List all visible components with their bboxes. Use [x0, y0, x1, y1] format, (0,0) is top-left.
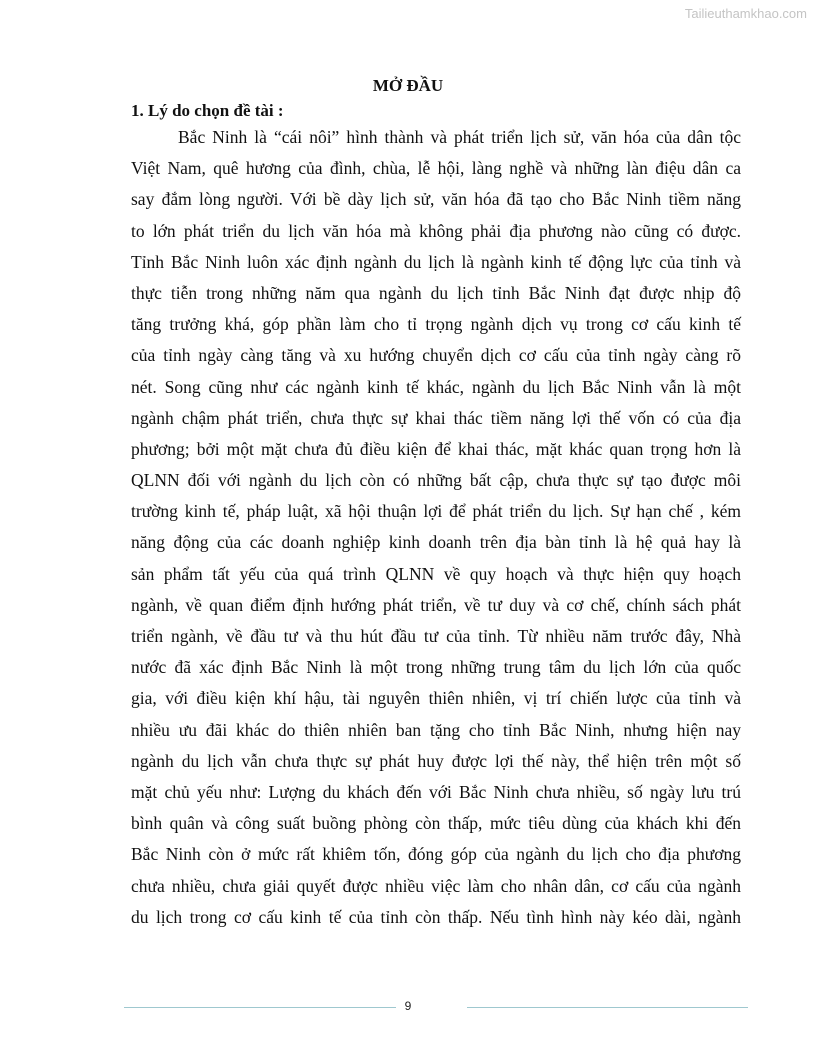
paragraph-line: tăng trưởng khá, góp phần làm cho tỉ trọng ngành dịch vụ trong cơ cấu kinh tế: [131, 314, 741, 335]
paragraph-line: trường kinh tế, pháp luật, xã hội thuận lợi để phát triển du lịch. Sự hạn chế , kém: [131, 501, 741, 522]
paragraph-line: của tỉnh ngày càng tăng và xu hướng chuyển dịch cơ cấu của tỉnh ngày càng rõ: [131, 345, 741, 366]
paragraph-line: mặt chủ yếu như: Lượng du khách đến với Bắc Ninh chưa nhiều, số ngày lưu trú: [131, 781, 741, 802]
paragraph-line: Bắc Ninh còn ở mức rất khiêm tốn, đóng góp của ngành du lịch cho địa phương: [131, 844, 741, 865]
paragraph-line: bình quân và công suất buồng phòng còn thấp, mức tiêu dùng của khách khi đến: [131, 813, 741, 834]
paragraph-line: Bắc Ninh là “cái nôi” hình thành và phát triển lịch sử, văn hóa của dân tộc: [178, 127, 741, 147]
paragraph-line: ngành du lịch vẫn chưa thực sự phát huy được lợi thế này, thể hiện trên một số: [131, 750, 741, 771]
paragraph-line: nhiều ưu đãi khác do thiên nhiên ban tặng cho tỉnh Bắc Ninh, nhưng hiện nay: [131, 719, 741, 740]
paragraph-line: sản phẩm tất yếu của quá trình QLNN về quy hoạch và thực hiện quy hoạch: [131, 563, 741, 584]
page-title: MỞ ĐẦU: [372, 76, 444, 95]
watermark: Tailieuthamkhao.com: [684, 6, 807, 21]
paragraph-line: năng động của các doanh nghiệp kinh doanh trên địa bàn tỉnh là hệ quả hay là: [131, 532, 741, 553]
paragraph-line: nước đã xác định Bắc Ninh là một trong những trung tâm du lịch lớn của quốc: [131, 657, 741, 678]
page-number: 9: [404, 999, 412, 1013]
section-heading: 1. Lý do chọn đề tài :: [131, 101, 284, 120]
paragraph-line: chưa nhiều, chưa giải quyết được nhiều việc làm cho nhân dân, cơ cấu của ngành: [131, 875, 741, 896]
paragraph-line: Tỉnh Bắc Ninh luôn xác định ngành du lịch là ngành kinh tế động lực của tỉnh và: [131, 251, 741, 272]
paragraph-line: ngành chậm phát triển, chưa thực sự khai thác tiềm năng lợi thế vốn có của địa: [131, 407, 741, 428]
footer-rule-right: [467, 1007, 748, 1008]
paragraph-line: nét. Song cũng như các ngành kinh tế khác, ngành du lịch Bắc Ninh vẫn là một: [131, 376, 741, 397]
paragraph-line: say đắm lòng người. Với bề dày lịch sử, văn hóa đã tạo cho Bắc Ninh tiềm năng: [131, 189, 741, 210]
paragraph-line: phương; bởi một mặt chưa đủ điều kiện để khai thác, mặt khác quan trọng hơn là: [131, 438, 741, 459]
body-paragraph: [131, 122, 741, 933]
paragraph-line: Việt Nam, quê hương của đình, chùa, lễ hội, làng nghề và những làn điệu dân ca: [131, 158, 741, 179]
paragraph-line: du lịch trong cơ cấu kinh tế của tỉnh còn thấp. Nếu tình hình này kéo dài, ngành: [131, 906, 741, 927]
paragraph-line: thực tiễn trong những năm qua ngành du lịch tỉnh Bắc Ninh đạt được nhịp độ: [131, 282, 741, 303]
paragraph-line: to lớn phát triển du lịch văn hóa mà không phải địa phương nào cũng có được.: [131, 220, 741, 241]
paragraph-line: QLNN đối với ngành du lịch còn có những bất cập, chưa thực sự tạo được môi: [131, 470, 741, 491]
paragraph-line: triển ngành, về đầu tư và thu hút đầu tư của tỉnh. Từ nhiều năm trước đây, Nhà: [131, 626, 741, 646]
paragraph-line: ngành, về quan điểm định hướng phát triển, về tư duy và cơ chế, chính sách phát: [131, 594, 741, 615]
paragraph-line: gia, với điều kiện khí hậu, tài nguyên thiên nhiên, vị trí chiến lược của tỉnh và: [131, 688, 741, 709]
